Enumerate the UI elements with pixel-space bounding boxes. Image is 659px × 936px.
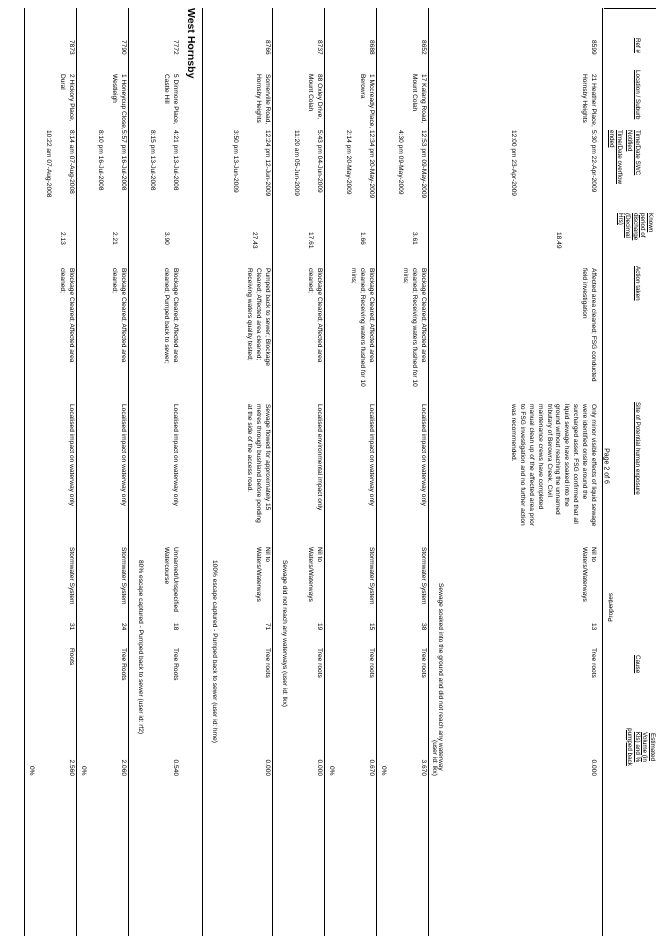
time-notified-cell: 5:30 pm 22-Apr-2009 bbox=[590, 130, 597, 193]
page-number: Page 2 of 6 bbox=[602, 448, 610, 484]
cause-cell: Tree roots bbox=[368, 648, 375, 678]
time-notified-cell: 4:21 pm 13-Jul-2008 bbox=[172, 130, 179, 191]
properties-cell: 18 bbox=[172, 623, 179, 631]
time-notified-cell: 5:57 pm 16-Jul-2008 bbox=[120, 130, 127, 191]
known-period-cell: 2.13 bbox=[59, 232, 66, 245]
location-cell: 2 Hickory Place, Dural bbox=[59, 74, 75, 122]
location-cell: Somerville Road, Hornsby Heights bbox=[255, 74, 271, 125]
location-cell: 88 Oxley Drive, Mount Colah bbox=[307, 74, 323, 120]
action-cell: Blockage Cleared; Affected area cleaned; bbox=[307, 268, 323, 363]
header-properties: Properties bbox=[607, 593, 615, 622]
exposure-cell: Localised impact on waterway only bbox=[68, 404, 75, 506]
percent-pumped-back: 0% bbox=[380, 766, 387, 776]
header-action: Action taken bbox=[634, 266, 641, 301]
action-cell: Blockage Cleared; Affected area cleaned; bbox=[59, 268, 75, 363]
user-id-note: (user id: lkx) bbox=[431, 740, 438, 776]
summary-note: 100% escape captured - Pumped back to sewer (user id: hme) bbox=[211, 560, 218, 743]
header-rule bbox=[602, 8, 603, 936]
exposure-cell: Only minor visible effects of liquid sewage were identified onsite around the surcharged asset. FSG confirmed that all liquid sewage have soaked into the ground without reaching the unnamed tributary of Berowra Creek. Civil maintenance crews have completed manual clean up of the affected area prior to FSG investigation and no further action was recommended. bbox=[509, 404, 597, 527]
known-period-cell: 1.66 bbox=[359, 232, 366, 245]
time-ended-cell: 11:20 am 05-Jun-2009 bbox=[293, 130, 300, 196]
volume-cell: 0.000 bbox=[264, 759, 271, 776]
action-cell: Blockage Cleared; Affected area cleaned; Pumped back to sewer; bbox=[163, 268, 179, 364]
time-ended-cell: 10:22 am 07-Aug-2008 bbox=[45, 130, 52, 198]
volume-cell: 0.670 bbox=[368, 759, 375, 776]
properties-cell: 24 bbox=[120, 623, 127, 631]
location-cell: 1 Mccready Place, Berowra bbox=[359, 74, 375, 129]
action-cell: Blockage Cleared; Affected area cleaned; Receiving waters flushed for 10 mins; bbox=[402, 268, 427, 387]
exposure-cell: Localised impact on waterway only bbox=[172, 404, 179, 506]
table-row bbox=[203, 0, 273, 932]
waters-cell: Unnamed/Unspecified Watercourse bbox=[163, 547, 179, 612]
properties-cell: 13 bbox=[590, 623, 597, 631]
time-notified-cell: 8:14 am 07-Aug-2008 bbox=[68, 130, 75, 194]
exposure-cell: Localised impact on waterway only bbox=[420, 404, 427, 506]
header-exposure: Site of Potential human exposure bbox=[634, 402, 641, 495]
volume-cell: 0.000 bbox=[590, 759, 597, 776]
time-notified-cell: 12:34 pm 20-May-2009 bbox=[368, 130, 375, 199]
location-cell: 21 Heather Place, Hornsby Heights bbox=[581, 74, 597, 127]
cause-cell: Tree roots bbox=[420, 648, 427, 678]
ref-cell: 7790 bbox=[120, 40, 127, 55]
properties-cell: 38 bbox=[420, 623, 427, 631]
known-period-cell: 3.90 bbox=[163, 232, 170, 245]
location-cell: 1 Honeycup Close, Westleigh bbox=[111, 74, 127, 130]
exposure-cell: Sewage flowed for approximately 15 metres through bushland before ponding at the side of the access road. bbox=[246, 404, 271, 523]
table-row bbox=[429, 0, 599, 932]
cause-cell: Tree roots bbox=[316, 648, 323, 678]
ref-cell: 8766 bbox=[264, 40, 271, 55]
location-cell: 5 Dinmore Place, Castle Hill bbox=[163, 74, 179, 125]
action-cell: Affected area cleaned; FSG conducted field investigation bbox=[581, 268, 597, 382]
properties-cell: 19 bbox=[316, 623, 323, 631]
header-ref: Ref # bbox=[634, 38, 641, 54]
table-row bbox=[377, 0, 429, 932]
cause-cell: Tree Roots bbox=[120, 648, 127, 681]
header-known-period: Known period of discharge (Decimal Hrs) bbox=[616, 213, 654, 241]
known-period-cell: 2.21 bbox=[111, 232, 118, 245]
summary-note: 80% escape captured - Pumped back to sewer (user id: rf2) bbox=[137, 560, 144, 735]
header-location: Location / Suburb bbox=[634, 70, 641, 120]
known-period-cell: 3.61 bbox=[411, 232, 418, 245]
volume-cell: 3.670 bbox=[420, 759, 427, 776]
header-left-border bbox=[604, 8, 656, 9]
volume-cell: 0.000 bbox=[316, 759, 323, 776]
cause-cell: Tree Roots bbox=[172, 648, 179, 681]
ref-cell: 8652 bbox=[420, 40, 427, 55]
header-time-ended: Time/Date overflow ended bbox=[608, 130, 623, 185]
ref-cell: 7873 bbox=[68, 40, 75, 55]
waters-cell: Stormwater System bbox=[68, 547, 75, 605]
waters-cell: Nil to Waters/Waterways bbox=[307, 547, 323, 602]
waters-cell: Nil to Waters/Waterways bbox=[581, 547, 597, 602]
waters-cell: Stormwater System bbox=[120, 547, 127, 605]
table-row bbox=[25, 0, 77, 932]
properties-cell: 71 bbox=[264, 623, 271, 631]
time-ended-cell: 3:50 pm 13-Jun-2009 bbox=[232, 130, 239, 193]
time-ended-cell: 2:14 pm 20-May-2009 bbox=[345, 130, 352, 195]
time-notified-cell: 5:43 pm 04-Jun-2009 bbox=[316, 130, 323, 193]
cause-cell: Tree roots bbox=[590, 648, 597, 678]
waters-cell: Stormwater System bbox=[420, 547, 427, 605]
exposure-cell: Localised impact on waterway only bbox=[120, 404, 127, 506]
volume-cell: 0.540 bbox=[172, 759, 179, 776]
properties-cell: 31 bbox=[68, 623, 75, 631]
time-ended-cell: 8:15 pm 13-Jul-2008 bbox=[149, 130, 156, 191]
time-notified-cell: 12:24 pm 12-Jun-2009 bbox=[264, 130, 271, 197]
known-period-cell: 27.43 bbox=[251, 232, 258, 249]
time-ended-cell: 4:30 pm 09-May-2009 bbox=[397, 130, 404, 195]
header-time-notified: Time/Date SWC Notified bbox=[626, 130, 641, 176]
action-cell: Blockage Cleared; Affected area cleaned; bbox=[111, 268, 127, 363]
time-notified-cell: 12:53 pm 09-May-2009 bbox=[420, 130, 427, 199]
waters-cell: Nil to Waters/Waterways bbox=[255, 547, 271, 602]
ref-cell: 8599 bbox=[590, 40, 597, 55]
region-heading: West Hornsby bbox=[185, 8, 197, 79]
summary-note: Sewage did not reach any waterways (user id: lkx) bbox=[281, 560, 288, 707]
time-ended-cell: 8:10 pm 16-Jul-2008 bbox=[97, 130, 104, 191]
ref-cell: 8737 bbox=[316, 40, 323, 55]
header-cause: Cause bbox=[634, 655, 641, 674]
ref-cell: 7772 bbox=[172, 40, 179, 55]
header-volume: Estimated Volume (in Kls) and % pumped back bbox=[626, 728, 656, 766]
summary-note: Sewage soaked into the ground and did not reach any waterway bbox=[437, 583, 444, 771]
table-row bbox=[273, 0, 325, 932]
cause-cell: Roots bbox=[68, 648, 75, 666]
action-cell: Blockage Cleared; Affected area cleaned; Receiving waters flushed for 10 mins; bbox=[350, 268, 375, 387]
known-period-cell: 18.49 bbox=[555, 232, 562, 249]
percent-pumped-back: 0% bbox=[28, 766, 35, 776]
row-divider bbox=[24, 8, 25, 936]
location-cell: 17 Kalang Road, Mount Colah bbox=[411, 74, 427, 124]
table-row bbox=[129, 0, 181, 932]
properties-cell: 15 bbox=[368, 623, 375, 631]
percent-pumped-back: 0% bbox=[80, 766, 87, 776]
exposure-cell: Localised environmental impact only bbox=[316, 404, 323, 511]
ref-cell: 8688 bbox=[368, 40, 375, 55]
percent-pumped-back: 0% bbox=[328, 766, 335, 776]
table-row bbox=[77, 0, 129, 932]
action-cell: Pumped back to sewer; Blockage Cleared; Affected area cleaned; Receiving waters quality tested; bbox=[246, 268, 271, 366]
waters-cell: Stormwater System bbox=[368, 547, 375, 605]
table-row bbox=[325, 0, 377, 932]
cause-cell: Tree roots bbox=[264, 648, 271, 678]
exposure-cell: Localised impact on waterway only bbox=[368, 404, 375, 506]
volume-cell: 2.060 bbox=[120, 759, 127, 776]
volume-cell: 2.560 bbox=[68, 759, 75, 776]
known-period-cell: 17.61 bbox=[307, 232, 314, 249]
row-divider bbox=[202, 8, 203, 936]
time-ended-cell: 12:00 pm 23-Apr-2009 bbox=[510, 130, 517, 196]
